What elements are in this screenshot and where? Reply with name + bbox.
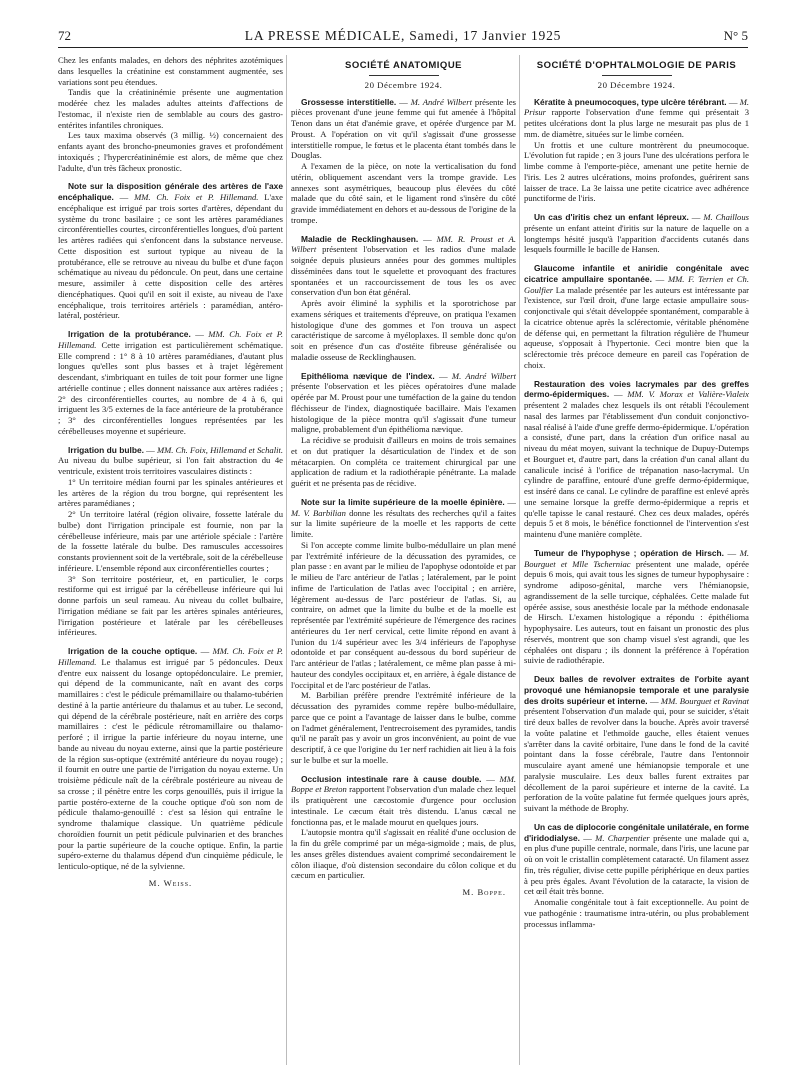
article: Occlusion intestinale rare à cause double. — MM. Boppe et Breton rapportent l'observation d'un malade chez lequel ils pratiquèrent une cæcostomie d'urgence pour occlusion intestinale. Le cæcum était très distendu. L'anus cæcal ne fonctionna pas, et le malade mourut en quelques jours. <box>291 773 516 827</box>
article-authors: MM. Ch. Foix et P. Hillemand. <box>58 646 283 667</box>
article-authors: MM. V. Morax et Valière-Vialeix <box>627 389 749 400</box>
article-authors: MM. Ch. Foix et P. Hillemand. <box>134 192 259 202</box>
article-text: rapportent l'observation d'un malade chez lequel ils pratiquèrent une cæcostomie d'urgence pour occlusion intestinale. Le cæcum était très distendu. L'anus cæcal ne fonctionna pas, et le malade mourut en quelques jours. <box>291 784 516 827</box>
article-title: Un cas d'iritis chez un enfant lépreux. <box>534 212 689 222</box>
column-1 <box>58 55 283 1075</box>
article-title: Grossesse interstitielle. <box>301 96 397 107</box>
article-text: présentent l'observation d'un malade qui, pour se suicider, s'était tiré deux balles de revolver dans la bouche. Après avoir traversé la voûte palatine et l'ethmoïde gauche, elles étaient venues s'arrêter dans la cavité orbitaire, l'une dans le fond de la cavité pointant dans la fosse cérébrale, l'autre dans l'entonnoir musculaire ayant amené une hémianopsie temporale et une paralysie musculaire. Les deux balles furent extraites par décollement de la paroi supérieure et interne de la cavité. La perforation de la voûte palatine fut fermée quelques jours après, suivant la méthode de Brophy. <box>524 706 749 813</box>
paragraph: A l'examen de la pièce, on note la verticalisation du fond utérin, obliquement ascendant vers la trompe gravide. Les annexes sont asymétriques, beaucoup plus élevées du côté malade que du côté sain, et le ligament rond s'insère du côté gravide immédiatement en dehors et au-dessous de l'origine de la trompe. <box>291 161 516 225</box>
paragraph: M. Barbilian préfère prendre l'extrémité inférieure de la décussation des pyramides comme repère bulbo-médullaire, parce que ce point a l'avantage de laisser dans le bulbe, comme on l'admet généralement, l'entrecroisement des pyramides, tandis qu'il ne paraît pas y avoir un gros inconvénient, au point de vue descriptif, à ce que l'origine du 1er nerf rachidien ait lieu à la fois sur le bulbe et sur la moelle. <box>291 690 516 765</box>
article-text: présente l'observation et les pièces opératoires d'une malade opérée par M. Proust pour une tuméfaction de la gaine du tendon fléchisseur de l'index, diagnostiquée bacillaire. Mais l'examen histologique de la pièce montra qu'il s'agissait d'une tumeur maligne, probablement d'un épithélioma nævique. <box>291 381 516 435</box>
article-title: Irrigation de la couche optique. <box>68 646 198 656</box>
article-authors: M. André Wilbert <box>451 370 516 381</box>
paragraph: Un frottis et une culture montrèrent du pneumocoque. L'évolution fut rapide ; en 3 jours l'une des ulcérations perfora le limbe comme à l'emporte-pièce, amenant une petite hernie de l'iris. Les 2 autres ulcérations, moins profondes, guérirent sans laisser de trace. La 3e laissa une petite cicatrice avec adhérence punctiforme de l'iris. <box>524 139 749 204</box>
article-title: Irrigation de la protubérance. <box>68 329 191 339</box>
article: Un cas de diplocorie congénitale unilatérale, en forme d'iridodialyse. — M. Charpentier présente une malade qui a, en plus d'une pupille centrale, normale, dans l'iris, une lacune par où on voit le cristallin complètement cataracté. Un filament assez fin, très régulier, divise cette pupille périphérique en deux parties à peu près égales. Avant l'évolution de la cataracte, la vision de cet œil était très bonne. <box>524 821 749 897</box>
article-text: présentent une malade, opérée depuis 6 mois, qui avait tous les signes de tumeur hypophysaire : syndrome adiposo-génital, marche vers l'hémianopsie, agrandissement de la selle turcique, céphalées. Cette malade fut opérée assise, sous anesthésie locale par la méthode endonasale de Hirsch. L'examen histologique a répondu : épithélioma hypophysaire. Les auteurs, tout en faisant un pronostic des plus réservés, montrent que son champ visuel s'est agrandi, que les céphalées ont disparu ; ils donnent la préférence à l'opération suivie de radiothérapie. <box>524 558 749 666</box>
article-title: Maladie de Recklinghausen. <box>301 233 419 244</box>
column-divider <box>286 55 287 1065</box>
paragraph: Anomalie congénitale tout à fait exceptionnelle. Au point de vue pathogénie : traumatisme intra-utérin, ou plus probablement processus inflamma- <box>524 897 749 929</box>
article-authors: M. Charpentier <box>595 832 650 843</box>
article-title: Kératite à pneumocoques, type ulcère térébrant. <box>534 96 727 107</box>
article-title: Restauration des voies lacrymales par des greffes dermo-épidermiques. <box>524 378 749 400</box>
article: Note sur la disposition générale des artères de l'axe encéphalique. — MM. Ch. Foix et P. Hillemand. L'axe encéphalique est irrigué par trois sortes d'artères, dépendant du système du tronc basilaire ; ce sont les artères paramédianes circonférentielles courtes, circonférentielles longues, d'où partent les artères radiées qui s'enfoncent dans la substance nerveuse. Cette disposition est surtout typique au niveau de la protubérance, elle se retrouve au niveau du bulbe et d'une façon schématique au niveau du pédoncule. On peut, dans une certaine mesure, assimiler à cette disposition celle des artères diencéphatiques. Quoi qu'il en soit il existe, au niveau de l'axe encéphalique, trois territoires artériels : paramédian, antéro-latéral, postérieur. <box>58 181 283 321</box>
article-text: présentent 2 malades chez lesquels ils ont rétabli l'écoulement nasal des larmes par l'établissement d'un conduit conjonctivo-nasal réalisé à l'aide d'une greffe dermo-épidermique. L'opération a consisté, d'une part, dans la création d'un orifice nasal au niveau du méat moyen, suivant la technique de Dupuy-Dutemps et Bourguet et, d'autre part, dans la création d'un canal allant du canalicule incisé à l'orifice de trépanation naso-lacrymal. Un cylindre de paraffine, entouré d'une greffe dermo-épidermique, est inséré dans ce canal. Le cylindre de paraffine est enlevé après une semaine lorsque la greffe dermo-épidermique a repris et qu'elle tapisse le canal restauré. Chez ces deux malades, opérés depuis 5 et 8 mois, le bénéfice fonctionnel de l'intervention s'est maintenu d'une manière complète. <box>524 400 749 539</box>
section-title: SOCIÉTÉ ANATOMIQUE <box>291 61 516 76</box>
paragraph: Si l'on accepte comme limite bulbo-médullaire un plan mené par l'extrémité inférieure de la décussation des pyramides, ce plan passe : en avant par le milieu de l'apophyse odontoïde et par le milieu de l'arc antérieur de l'atlas ; latéralement, par le point infime de l'articulation de l'atlas avec l'occipital ; en arrière, légèrement au-dessus de l'arc postérieur de l'atlas. Si, au contraire, on admet que la limite du bulbe et de la moelle est représentée par l'extrémité supérieure de l'émergence des racines antérieures du 1er nerf cervical, cette limite répond en avant à l'union du 1/4 supérieur avec les 3/4 inférieurs de l'apophyse odontoïde et par conséquent au-dessous du bord supérieur de l'arc antérieur de l'atlas ; latéralement, ce même plan passe à mi-hauteur des condyles occipitaux et, en arrière, à égale distance de l'occipital et de l'arc postérieur de l'atlas. <box>291 539 516 690</box>
signature: M. Boppe. <box>462 887 506 897</box>
article-title: Note sur la limite supérieure de la moelle épinière. <box>301 496 505 507</box>
article: Maladie de Recklinghausen. — MM. R. Proust et A. Wilbert présentent l'observation et les radios d'une malade soignée depuis plusieurs années pour des gommes multiples disséminées dans tout le squelette et provoquant des fractures spontanées et un raccourcissement de tous les os avec conservation d'un bon état général. <box>291 233 516 298</box>
article-text: présente un enfant atteint d'iritis sur la nature de laquelle on a longtemps hésité jusqu'à l'apparition d'accidents cutanés dans lesquels fourmille le bacille de Hansen. <box>524 222 749 255</box>
paragraph: La récidive se produisit d'ailleurs en moins de trois semaines et on dut pratiquer la désarticulation de l'index et de son métacarpien. On compléta ce traitement chirurgical par une application de radium et la radiothérapie pénétrante. La malade guérit et ne présenta pas de récidive. <box>291 435 516 488</box>
paragraph: Après avoir éliminé la syphilis et la sporotrichose par examens sériques et traitements d'épreuve, on pratiqua l'examen histologique d'une des gommes et l'on trouva un aspect caractéristique de sarcome à myéloplaxes. Il semble donc qu'on soit en présence d'un cas d'ostéite fibreuse généralisée ou maladie osseuse de Recklinghausen. <box>291 298 516 362</box>
article-title: Epithélioma nævique de l'index. <box>301 370 435 381</box>
article-authors: MM. R. Proust et A. Wilbert <box>291 233 516 255</box>
article-authors: M. Chaillous <box>703 212 749 222</box>
paragraph: Tandis que la créatininémie présente une augmentation modérée chez les malades adultes atteints d'affections de l'estomac, il n'existe rien de semblable au cours des gastro-entérites infantiles chroniques. <box>58 87 283 130</box>
article: Grossesse interstitielle. — M. André Wilbert présente les pièces provenant d'une jeune femme qui fut amenée à l'hôpital Tenon dans un état d'anémie grave, et opérée d'urgence par M. Proust. A l'opération on vit qu'il s'agissait d'une grossesse interstitielle rompue, le fœtus et le placenta étant tombés dans le Douglas. <box>291 96 516 161</box>
section-date: 20 Décembre 1924. <box>364 79 443 90</box>
issue-number: N° 5 <box>723 28 748 43</box>
article-title: Glaucome infantile et aniridie congénitale avec cicatrice ampullaire spontanée. <box>524 263 749 284</box>
page-number: 72 <box>58 28 71 43</box>
article-title: Irrigation du bulbe. <box>68 444 144 455</box>
article-text: Le thalamus est irrigué par 5 pédoncules. Deux d'entre eux naissent du losange optopédonculaire. Le premier, qui dépend de la communicante, naît en avant des corps mamillaires : c'est le pédicule prémamillaire ou thalamo-tubérien destiné à la partie antérieure du thalamus et au tuber. Le second, qui dépend de la cérébrale postérieure, naît en arrière des corps mamillaires : c'est le pédicule rétromamillaire ou thalamo-perforé ; il irrigue la partie inférieure du noyau interne, une bande au niveau du noyau externe, ainsi que la partie postérieure de la région sus-optique (extrémité antérieure du noyau rouge) ; il fournit en outre une partie de l'irrigation du noyau externe. Un troisième pédicule naît de la cérébrale postérieure au niveau de sa crosse ; il pénètre entre les corps genouillés, puis il irrigue la partie postéro-externe de la couche optique d'où son nom de pédicule thalamo-genouillé : c'est sa lésion qui entraîne le syndrome thalamique classique. Un quatrième pédicule choroïdien fournit un petit pédicule pulvinarien et des branches pour la partie supérieure de la couche optique. Enfin, la partie supéro-externe du thalamus dépend d'un cinquième pédicule, le lenticulo-optique, né de la sylvienne. <box>58 656 283 871</box>
article-title: Tumeur de l'hypophyse ; opération de Hirsch. <box>534 547 724 558</box>
header-rule <box>58 47 748 48</box>
article-text: Au niveau du bulbe supérieur, si l'on fait abstraction du 4e ventricule, existent trois territoires vasculaires distincts : <box>58 455 283 476</box>
article-authors: M. André Wilbert <box>410 96 472 107</box>
article: Irrigation de la protubérance. — MM. Ch. Foix et P. Hillemand. Cette irrigation est particulièrement schématique. Elle comprend : 1° 8 à 10 artères paramédianes, d'autant plus longues qu'elles sont plus basses et à trajet légèrement descendant, s'imbriquant en tuiles de toit pour former une ligne artérielle continue ; elles donnent naissance aux artères radiées ; 2° des circonférentielles courtes, au nombre de 4 à 6, qui irriguent les 3/5 externes de la face antérieure de la protubérance ; 3° des circonférentielles longues représentées par les cérébelleuses moyenne et supérieure. <box>58 329 283 436</box>
article-authors: M. Prisur <box>524 96 749 118</box>
article-text: présentent l'observation et les radios d'une malade soignée depuis plusieurs années pour des gommes multiples disséminées dans tout le squelette et provoquant des fractures spontanées et un raccourcissement de tous les os avec conservation d'un bon état général. <box>291 244 516 298</box>
article-text: Cette irrigation est particulièrement schématique. Elle comprend : 1° 8 à 10 artères paramédianes, d'autant plus longues qu'elles sont plus basses et à trajet légèrement descendant, s'imbriquant en tuiles de toit pour former une ligne artérielle continue ; elles donnent naissance aux artères radiées ; 2° des circonférentielles courtes, au nombre de 4 à 6, qui irriguent les 3/5 externes de la face antérieure de la protubérance ; 3° des circonférentielles longues représentées par les cérébelleuses moyenne et supérieure. <box>58 339 283 436</box>
journal-title: LA PRESSE MÉDICALE, Samedi, 17 Janvier 1925 <box>244 28 562 43</box>
column-divider <box>519 55 520 1065</box>
article-text: présente une malade qui a, en plus d'une pupille centrale, normale, dans l'iris, une lacune par où on voit le cristallin complètement cataracté. Un filament assez fin, très régulier, divise cette pupille périphérique en deux parties à peu près égales. Avant l'évolution de la cataracte, la vision de cet œil était très bonne. <box>524 832 749 897</box>
article-authors: MM. Bourguet et Ravinat <box>660 695 749 706</box>
article-authors: MM. Ch. Foix, Hillemand et Schalit. <box>156 444 283 455</box>
article-title: Deux balles de revolver extraites de l'orbite ayant provoqué une hémianopsie temporale et une paralysie des droits supérieur et interne. <box>524 674 749 706</box>
article-title: Occlusion intestinale rare à cause double. <box>301 773 482 784</box>
paragraph: Chez les enfants malades, en dehors des néphrites azotémiques dans lesquelles la créatinine est constamment augmentée, ses variations sont peu étendues. <box>58 55 283 87</box>
article-text: donne les résultats des recherches qu'il a faites sur la limite supérieure de la moelle et les rapports de cette limite. <box>291 507 516 539</box>
column-3 <box>524 55 749 1075</box>
article: Kératite à pneumocoques, type ulcère térébrant. — M. Prisur rapporte l'observation d'une femme qui présentait 3 petites ulcérations dont la plus large ne mesurait pas plus de 1 mm. de diamètre, situées sur le limbe cornéen. <box>524 96 749 139</box>
article-text: La malade présentée par les auteurs est intéressante par l'existence, sur l'œil droit, d'une large ectasie ampullaire sous-conjonctivale qui s'était développée spontanément, comparable à la cicatrice obtenue après la sclérectomie, véritable phénomène de défense qui, en permettant la filtration régulière de l'humeur aqueuse, s'opposait à l'hypertonie. Ceci montre bien que la sclérectomie très précoce demeure en pareil cas l'opération de choix. <box>524 284 749 370</box>
list-item: 2° Un territoire latéral (région olivaire, fossette latérale du bulbe) dont l'irrigation principale est fournie, non par la cérébelleuse inférieure, mais par une artériole spéciale : l'artère de la fossette latérale du bulbe. Des ramuscules accessoires constants proviennent soit de la vertébrale, soit de la cérébelleuse inférieure. L'ensemble répond aux circonférentielles courtes ; <box>58 509 283 573</box>
article-text: rapporte l'observation d'une femme qui présentait 3 petites ulcérations dont la plus large ne mesurait pas plus de 1 mm. de diamètre, situées sur le limbe cornéen. <box>524 107 749 139</box>
signature: M. Weiss. <box>148 877 193 888</box>
article: Tumeur de l'hypophyse ; opération de Hirsch. — M. Bourguet et Mlle Tscherniac présentent une malade, opérée depuis 6 mois, qui avait tous les signes de tumeur hypophysaire : syndrome adiposo-génital, marche vers l'hémianopsie, agrandissement de la selle turcique, céphalées. Cette malade fut opérée assise, sous anesthésie locale par la méthode endonasale de Hirsch. L'examen histologique a répondu : épithélioma hypophysaire. Les auteurs, tout en faisant un pronostic des plus réservés, montrent que son champ visuel s'est agrandi, que les céphalées ont disparu ; ils donnent la préférence à l'opération suivie de radiothérapie. <box>524 547 749 666</box>
article: Deux balles de revolver extraites de l'orbite ayant provoqué une hémianopsie temporale et une paralysie des droits supérieur et interne. — MM. Bourguet et Ravinat présentent l'observation d'un malade qui, pour se suicider, s'était tiré deux balles de revolver dans la bouche. Après avoir traversé la voûte palatine et l'ethmoïde gauche, elles étaient venues s'arrêter dans la cavité orbitaire, l'une dans le fond de la cavité pointant dans la fosse cérébrale, l'autre dans l'entonnoir musculaire ayant amené une hémianopsie temporale et une paralysie musculaire. Les deux balles furent extraites par décollement de la paroi supérieure et interne de la cavité. La perforation de la voûte palatine fut fermée quelques jours après, suivant la méthode de Brophy. <box>524 674 749 813</box>
list-item: 3° Son territoire postérieur, et, en particulier, le corps restiforme qui est irrigué par la cérébelleuse inférieure qui lui donne parfois un seul rameau. Au niveau du collet bulbaire, l'irrigation médiane se fait par les artères spinales antérieures, l'irrigation postérieure et latérale par les cérébelleuses inférieures. <box>58 573 283 638</box>
section-title: SOCIÉTÉ D'OPHTALMOLOGIE DE PARIS <box>524 61 749 76</box>
page-header <box>58 28 748 46</box>
article: Epithélioma nævique de l'index. — M. André Wilbert présente l'observation et les pièces opératoires d'une malade opérée par M. Proust pour une tuméfaction de la gaine du tendon fléchisseur de l'index, diagnostiquée bacillaire. Mais l'examen histologique de la pièce montra qu'il s'agissait d'une tumeur maligne, probablement d'un épithélioma nævique. <box>291 370 516 435</box>
article-authors: MM. F. Terrien et Ch. Goulfier <box>524 273 749 295</box>
article: Un cas d'iritis chez un enfant lépreux. — M. Chaillous présente un enfant atteint d'iritis sur la nature de laquelle on a longtemps hésité jusqu'à l'apparition d'accidents cutanés dans lesquels fourmille le bacille de Hansen. <box>524 212 749 255</box>
article-authors: M. Bourguet et Mlle Tscherniac <box>524 547 749 569</box>
article: Note sur la limite supérieure de la moelle épinière. — M. V. Barbilian donne les résultats des recherches qu'il a faites sur la limite supérieure de la moelle et les rapports de cette limite. <box>291 496 516 539</box>
paragraph: Les taux maxima observés (3 millig. ½) concernaient des enfants ayant des broncho-pneumonies graves et profondément intoxiqués ; l'hypercréatininémie est alors, de même que chez l'adulte, d'un très fâcheux pronostic. <box>58 130 283 173</box>
article: Glaucome infantile et aniridie congénitale avec cicatrice ampullaire spontanée. — MM. F. Terrien et Ch. Goulfier La malade présentée par les auteurs est intéressante par l'existence, sur l'œil droit, d'une large ectasie ampullaire sous-conjonctivale qui s'était développée spontanément, comparable à la cicatrice obtenue après la sclérectomie, véritable phénomène de défense qui, en permettant la filtration régulière de l'humeur aqueuse, s'opposait à l'hypertonie. Ceci montre bien que la sclérectomie très précoce demeure en pareil cas l'opération de choix. <box>524 263 749 370</box>
article-authors: MM. Boppe et Breton <box>291 773 516 795</box>
section-date: 20 Décembre 1924. <box>597 79 676 90</box>
article-title: Un cas de diplocorie congénitale unilatérale, en forme d'iridodialyse. <box>524 821 749 843</box>
article-title: Note sur la disposition générale des artères de l'axe encéphalique. <box>58 181 283 202</box>
article-authors: M. V. Barbilian <box>291 507 346 518</box>
list-item: 1° Un territoire médian fourni par les spinales antérieures et les artères de la région du trou borgne, qui représentent les artères paramédianes ; <box>58 476 283 509</box>
article-authors: MM. Ch. Foix et P. Hillemand. <box>58 329 283 350</box>
column-2 <box>291 55 516 1075</box>
article: Restauration des voies lacrymales par des greffes dermo-épidermiques. — MM. V. Morax et Valière-Vialeix présentent 2 malades chez lesquels ils ont rétabli l'écoulement nasal des larmes par l'établissement d'un conduit conjonctivo-nasal réalisé à l'aide d'une greffe dermo-épidermique. L'opération a consisté, d'une part, dans la création d'un orifice nasal au niveau du méat moyen, suivant la technique de Dupuy-Dutemps et Bourguet et, d'autre part, dans la création d'un canal allant du canalicule incisé à l'orifice de trépanation naso-lacrymal. Un cylindre de paraffine, entouré d'une greffe dermo-épidermique, est inséré dans ce canal. Le cylindre de paraffine est enlevé après une semaine lorsque la greffe dermo-épidermique a repris et qu'elle tapisse le canal restauré. Chez ces deux malades, opérés depuis 5 et 8 mois, le bénéfice fonctionnel de l'intervention s'est maintenu d'une manière complète. <box>524 378 749 539</box>
article-text: présente les pièces provenant d'une jeune femme qui fut amenée à l'hôpital Tenon dans un état d'anémie grave, et opérée d'urgence par M. Proust. A l'opération on vit qu'il s'agissait d'une grossesse interstitielle rompue, le fœtus et le placenta étant tombés dans le Douglas. <box>291 96 516 161</box>
article-text: L'axe encéphalique est irrigué par trois sortes d'artères, dépendant du système du tronc basilaire ; ce sont les artères paramédianes circonférentielles courtes, circonférentielles longues, d'où partent les artères radiées qui s'enfoncent dans la substance nerveuse. Cette disposition est surtout typique au niveau de la protubérance, elle se retrouve au niveau du bulbe et d'une façon schématique au niveau du pédoncule. On peut, dans une certaine mesure, assimiler à cette disposition celle des artères diencéphatiques. Quoi qu'il en soit il existe, au niveau de l'axe encéphalique, trois territoires artériels : paramédian, antéro-latéral, postérieur. <box>58 192 283 321</box>
paragraph: L'autopsie montra qu'il s'agissait en réalité d'une occlusion de la fin du grêle comprimé par un méga-sigmoïde ; mais, de plus, les anses grêles distendues avaient comprimé secondairement le côlon iliaque, d'où distension secondaire du côlon colique et du cæcum en particulier. <box>291 827 516 881</box>
article: Irrigation du bulbe. — MM. Ch. Foix, Hillemand et Schalit. Au niveau du bulbe supérieur, si l'on fait abstraction du 4e ventricule, existent trois territoires vasculaires distincts : <box>58 444 283 476</box>
article: Irrigation de la couche optique. — MM. Ch. Foix et P. Hillemand. Le thalamus est irrigué par 5 pédoncules. Deux d'entre eux naissent du losange optopédonculaire. Le premier, qui dépend de la communicante, naît en avant des corps mamillaires : c'est le pédicule prémamillaire ou thalamo-tubérien destiné à la partie antérieure du thalamus et au tuber. Le second, qui dépend de la cérébrale postérieure, naît en arrière des corps mamillaires : c'est le pédicule rétromamillaire ou thalamo-perforé ; il irrigue la partie inférieure du noyau interne, une bande au niveau du noyau externe, ainsi que la partie postérieure de la région sus-optique (extrémité antérieure du noyau rouge) ; il fournit en outre une partie de l'irrigation du noyau externe. Un troisième pédicule naît de la cérébrale postérieure au niveau de sa crosse ; il pénètre entre les corps genouillés, puis il irrigue la partie postéro-externe de la couche optique d'où son nom de pédicule thalamo-genouillé : c'est sa lésion qui entraîne le syndrome thalamique classique. Un quatrième pédicule choroïdien fournit un petit pédicule pulvinarien et des branches pour la partie supérieure de la couche optique. Enfin, la partie supéro-externe du thalamus dépend d'un cinquième pédicule, le lenticulo-optique, né de la sylvienne. <box>58 646 283 871</box>
